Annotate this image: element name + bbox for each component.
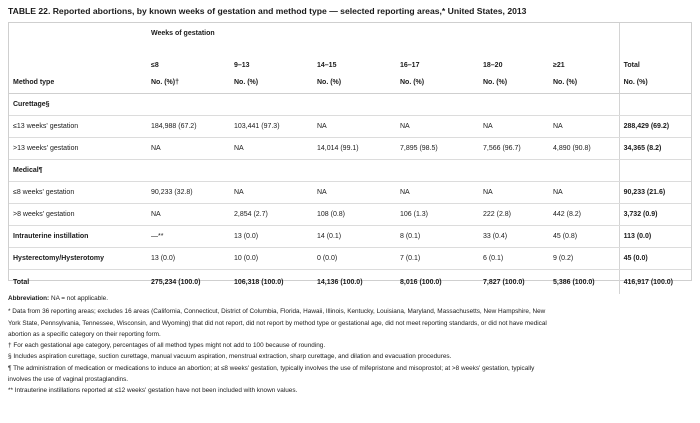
col-header-16-17: 16–17 — [400, 62, 420, 69]
table-cell: 7 (0.1) — [396, 248, 479, 270]
table-cell: 108 (0.8) — [313, 204, 396, 226]
table-cell: 9 (0.2) — [549, 248, 619, 270]
header-row-ranges — [9, 43, 691, 71]
table-cell: 103,441 (97.3) — [230, 116, 313, 138]
footnote-line: involves the use of vaginal prostaglandins. — [8, 376, 129, 384]
footnote-line: † For each gestational age category, percentages of all method types might not add to 100 because of rounding. — [8, 342, 326, 350]
footnotes — [8, 293, 698, 397]
method-type-header: Method type — [9, 71, 147, 94]
table-cell-total: 90,233 (21.6) — [619, 182, 691, 204]
footnote-line: * Data from 36 reporting areas; excludes 16 areas (California, Connecticut, District of Columbia, Florida, Hawaii, Illinois, Kentucky, Louisiana, Maryland, Massachusetts, New Hampshire, New — [8, 308, 546, 316]
data-table — [9, 23, 691, 294]
table-cell: 0 (0.0) — [313, 248, 396, 270]
row-label: Hysterectomy/Hysterotomy — [9, 248, 147, 270]
section-row-medical — [9, 160, 691, 182]
footnote-line: York State, Pennsylvania, Tennessee, Wisconsin, and Wyoming) that did not report, did not report by method type or gestational age, did not meet reporting standards, or did not have medical — [8, 319, 547, 327]
table-cell: NA — [396, 116, 479, 138]
table-cell: 10 (0.0) — [230, 248, 313, 270]
row-label: ≤13 weeks' gestation — [9, 116, 147, 138]
col-subheader: No. (%) — [619, 71, 691, 94]
empty-header-cell — [9, 43, 147, 71]
table-cell: 13 (0.0) — [230, 226, 313, 248]
row-label: Intrauterine instillation — [9, 226, 147, 248]
table-row-total — [9, 270, 691, 295]
header-row-units — [9, 71, 691, 94]
header-row-weeks — [9, 23, 691, 43]
table-cell: 7,827 (100.0) — [483, 278, 525, 286]
data-table-container — [8, 22, 692, 286]
row-label: Total — [13, 278, 30, 286]
table-cell-total: 3,732 (0.9) — [619, 204, 691, 226]
table-cell: 14,136 (100.0) — [317, 278, 363, 286]
table-row — [9, 248, 691, 270]
table-cell-total: 416,917 (100.0) — [619, 270, 691, 295]
section-row-curettage — [9, 94, 691, 116]
table-cell: 106,318 (100.0) — [234, 278, 284, 286]
col-subheader: No. (%) — [396, 71, 479, 94]
table-cell: NA — [230, 182, 313, 204]
table-cell: NA — [147, 138, 230, 160]
weeks-of-gestation-header: Weeks of gestation — [151, 29, 215, 37]
row-label: >13 weeks' gestation — [9, 138, 147, 160]
empty-header-cell — [9, 23, 147, 43]
table-row — [9, 116, 691, 138]
table-row — [9, 138, 691, 160]
table-cell: 184,988 (67.2) — [147, 116, 230, 138]
abbreviation-note — [8, 293, 698, 304]
table-cell: 45 (0.8) — [549, 226, 619, 248]
table-cell: 5,386 (100.0) — [553, 278, 595, 286]
section-label: Curettage§ — [9, 94, 147, 116]
table-cell: NA — [479, 182, 549, 204]
table-cell: 2,854 (2.7) — [230, 204, 313, 226]
col-header-total: Total — [619, 43, 691, 71]
table-cell: 90,233 (32.8) — [147, 182, 230, 204]
footnote-line: § Includes aspiration curettage, suction curettage, manual vacuum aspiration, menstrual extraction, sharp curettage, and dilation and evacuation procedures. — [8, 353, 452, 361]
table-row — [9, 226, 691, 248]
table-cell: 14 (0.1) — [313, 226, 396, 248]
col-header-le8: ≤8 — [151, 62, 159, 69]
table-cell: 8,016 (100.0) — [400, 278, 442, 286]
table-cell: NA — [549, 182, 619, 204]
table-cell: 222 (2.8) — [479, 204, 549, 226]
table-cell-total: 45 (0.0) — [619, 248, 691, 270]
row-label: ≤8 weeks' gestation — [9, 182, 147, 204]
row-label: >8 weeks' gestation — [9, 204, 147, 226]
table-cell: NA — [147, 204, 230, 226]
table-title: TABLE 22. Reported abortions, by known weeks of gestation and method type — selected reporting areas,* United States, 2013 — [8, 6, 527, 16]
table-cell: 442 (8.2) — [549, 204, 619, 226]
table-row — [9, 204, 691, 226]
table-cell-total: 34,365 (8.2) — [619, 138, 691, 160]
table-cell: NA — [396, 182, 479, 204]
table-cell: 14,014 (99.1) — [313, 138, 396, 160]
footnote-line: abortion as a specific category on their reporting form. — [8, 330, 161, 338]
table-cell: 33 (0.4) — [479, 226, 549, 248]
section-label: Medical¶ — [9, 160, 147, 182]
col-subheader: No. (%) — [230, 71, 313, 94]
table-cell: —** — [147, 226, 230, 248]
table-cell: 7,895 (98.5) — [396, 138, 479, 160]
table-cell: 275,234 (100.0) — [151, 278, 201, 286]
abbreviation-text: NA = not applicable. — [49, 295, 108, 302]
table-cell: 13 (0.0) — [147, 248, 230, 270]
abbreviation-label: Abbreviation: — [8, 295, 50, 302]
table-cell: NA — [479, 116, 549, 138]
col-header-18-20: 18–20 — [483, 62, 503, 69]
col-subheader: No. (%) — [479, 71, 549, 94]
table-cell: 4,890 (90.8) — [549, 138, 619, 160]
col-header-9-13: 9–13 — [234, 62, 250, 69]
table-row — [9, 182, 691, 204]
table-cell: 106 (1.3) — [396, 204, 479, 226]
col-subheader: No. (%) — [313, 71, 396, 94]
empty-header-cell — [619, 23, 691, 43]
footnote-line: ¶ The administration of medication or medications to induce an abortion; at ≤8 weeks' gestation, typically involves the use of mifepristone and misoprostol; at >8 weeks' gestation, typically — [8, 364, 535, 372]
table-cell: NA — [549, 116, 619, 138]
col-header-14-15: 14–15 — [317, 62, 337, 69]
table-cell: 7,566 (96.7) — [479, 138, 549, 160]
table-cell: NA — [313, 116, 396, 138]
table-cell: 6 (0.1) — [479, 248, 549, 270]
table-cell-total: 113 (0.0) — [619, 226, 691, 248]
table-cell: NA — [313, 182, 396, 204]
table-cell: NA — [230, 138, 313, 160]
col-header-ge21: ≥21 — [553, 62, 565, 69]
footnote-line: ** Intrauterine instillations reported at ≤12 weeks' gestation have not been included with known values. — [8, 387, 298, 395]
col-subheader: No. (%) — [549, 71, 619, 94]
table-cell: 8 (0.1) — [396, 226, 479, 248]
table-cell-total: 288,429 (69.2) — [619, 116, 691, 138]
col-subheader: No. (%)† — [147, 71, 230, 94]
